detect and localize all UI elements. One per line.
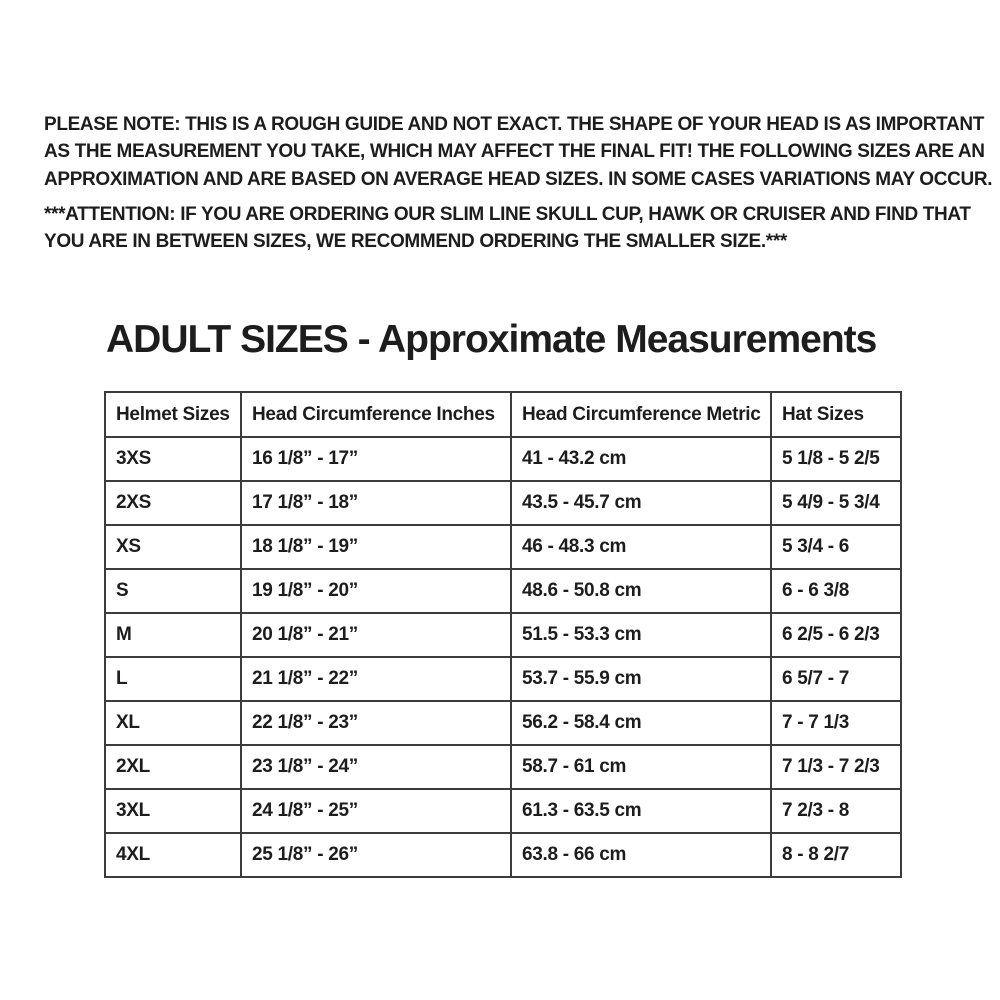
metric-cell: 58.7 - 61 cm	[511, 745, 771, 789]
inches-cell: 25 1/8” - 26”	[241, 833, 511, 877]
note-line: ***ATTENTION: IF YOU ARE ORDERING OUR SLIM LINE SKULL CUP, HAWK OR CRUISER AND FIND THAT	[44, 204, 971, 225]
table-row	[105, 789, 901, 833]
hat-size-cell: 5 4/9 - 5 3/4	[771, 481, 901, 525]
hat-size-cell: 5 3/4 - 6	[771, 525, 901, 569]
inches-cell: 18 1/8” - 19”	[241, 525, 511, 569]
metric-cell: 41 - 43.2 cm	[511, 437, 771, 481]
col-header-hat-sizes: Hat Sizes	[771, 392, 901, 437]
table-row	[105, 613, 901, 657]
note-line: APPROXIMATION AND ARE BASED ON AVERAGE HEAD SIZES. IN SOME CASES VARIATIONS MAY OCCUR.	[44, 168, 993, 190]
inches-cell: 23 1/8” - 24”	[241, 745, 511, 789]
table-row	[105, 525, 901, 569]
table-row	[105, 701, 901, 745]
inches-cell: 17 1/8” - 18”	[241, 481, 511, 525]
metric-cell: 46 - 48.3 cm	[511, 525, 771, 569]
hat-size-cell: 6 5/7 - 7	[771, 657, 901, 701]
hat-size-cell: 7 2/3 - 8	[771, 789, 901, 833]
note-paragraph-attention	[44, 201, 971, 256]
inches-cell: 24 1/8” - 25”	[241, 789, 511, 833]
col-header-inches: Head Circumference Inches	[241, 392, 511, 437]
page-title: ADULT SIZES - Approximate Measurements	[106, 318, 877, 361]
metric-cell: 53.7 - 55.9 cm	[511, 657, 771, 701]
helmet-size-cell: M	[105, 613, 241, 657]
helmet-size-cell: XL	[105, 701, 241, 745]
adult-sizes-table	[104, 391, 902, 878]
col-header-metric: Head Circumference Metric	[511, 392, 771, 437]
helmet-size-cell: XS	[105, 525, 241, 569]
table-row	[105, 437, 901, 481]
table-row	[105, 481, 901, 525]
metric-cell: 61.3 - 63.5 cm	[511, 789, 771, 833]
note-line: PLEASE NOTE: THIS IS A ROUGH GUIDE AND NOT EXACT. THE SHAPE OF YOUR HEAD IS AS IMPORTANT	[44, 114, 985, 135]
metric-cell: 43.5 - 45.7 cm	[511, 481, 771, 525]
hat-size-cell: 6 - 6 3/8	[771, 569, 901, 613]
hat-size-cell: 8 - 8 2/7	[771, 833, 901, 877]
helmet-size-cell: 3XL	[105, 789, 241, 833]
table-header-row	[105, 392, 901, 437]
table-row	[105, 569, 901, 613]
table-row	[105, 745, 901, 789]
note-line: AS THE MEASUREMENT YOU TAKE, WHICH MAY AFFECT THE FINAL FIT! THE FOLLOWING SIZES ARE AN	[44, 141, 985, 163]
inches-cell: 21 1/8” - 22”	[241, 657, 511, 701]
metric-cell: 63.8 - 66 cm	[511, 833, 771, 877]
hat-size-cell: 7 1/3 - 7 2/3	[771, 745, 901, 789]
helmet-size-cell: 2XS	[105, 481, 241, 525]
helmet-size-cell: 3XS	[105, 437, 241, 481]
metric-cell: 56.2 - 58.4 cm	[511, 701, 771, 745]
table-row	[105, 657, 901, 701]
inches-cell: 20 1/8” - 21”	[241, 613, 511, 657]
col-header-helmet-sizes: Helmet Sizes	[105, 392, 241, 437]
inches-cell: 22 1/8” - 23”	[241, 701, 511, 745]
note-line: YOU ARE IN BETWEEN SIZES, WE RECOMMEND ORDERING THE SMALLER SIZE.***	[44, 231, 787, 253]
helmet-size-cell: 4XL	[105, 833, 241, 877]
inches-cell: 16 1/8” - 17”	[241, 437, 511, 481]
metric-cell: 51.5 - 53.3 cm	[511, 613, 771, 657]
metric-cell: 48.6 - 50.8 cm	[511, 569, 771, 613]
hat-size-cell: 5 1/8 - 5 2/5	[771, 437, 901, 481]
helmet-size-cell: L	[105, 657, 241, 701]
helmet-size-cell: S	[105, 569, 241, 613]
hat-size-cell: 7 - 7 1/3	[771, 701, 901, 745]
inches-cell: 19 1/8” - 20”	[241, 569, 511, 613]
helmet-size-cell: 2XL	[105, 745, 241, 789]
hat-size-cell: 6 2/5 - 6 2/3	[771, 613, 901, 657]
table-row	[105, 833, 901, 877]
note-paragraph-rough-guide	[44, 111, 992, 193]
